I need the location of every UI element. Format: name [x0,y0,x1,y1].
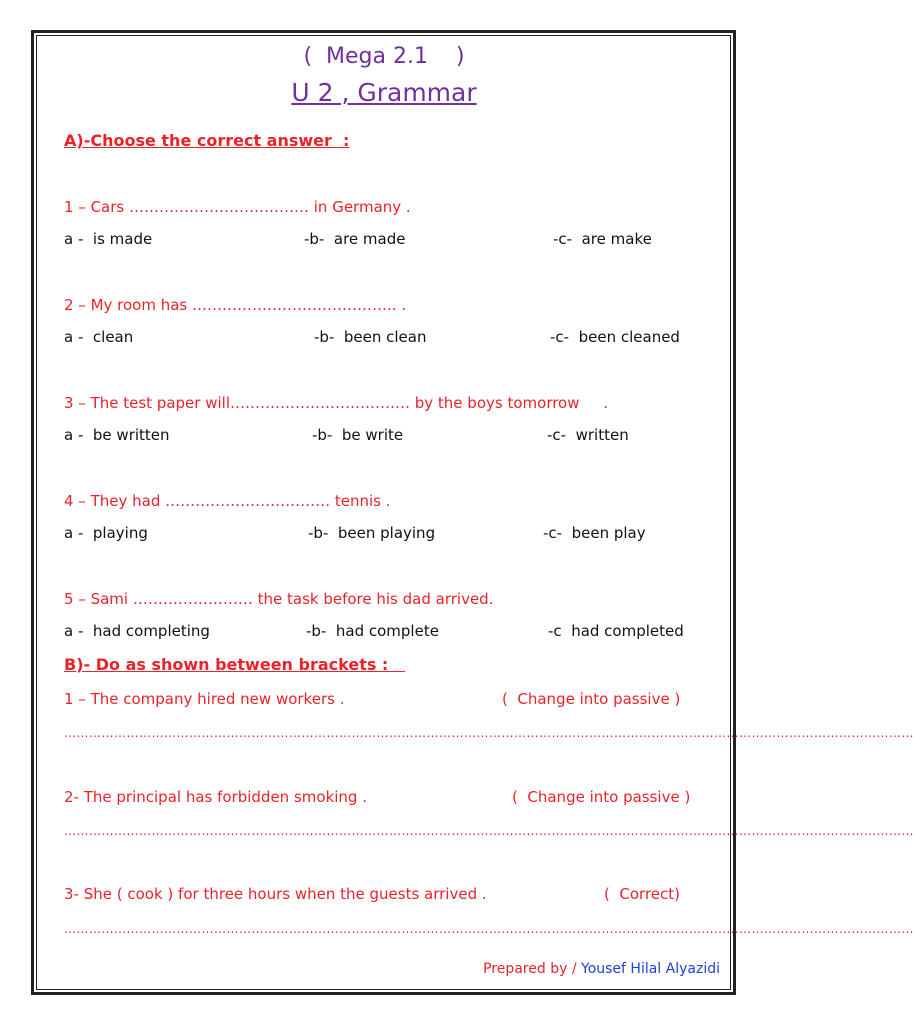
question-2-prompt: 2 – My room has ………………………………….. . [64,296,407,314]
section-b-heading: B)- Do as shown between brackets : [64,655,406,674]
item-1-answer-line[interactable]: …………………………………………………………………………………………………………………………………………………………………………………… [64,726,914,740]
question-5-option-b: -b- had complete [306,622,439,640]
question-5-option-a: a - had completing [64,622,210,640]
page-border-inner [36,35,914,990]
question-1-prompt: 1 – Cars ……………………………… in Germany . [64,198,411,216]
question-5-prompt: 5 – Sami …………………… the task before his dad arrived. [64,590,494,608]
item-1-sentence: 1 – The company hired new workers . [64,690,345,708]
item-3-instruction: ( Correct) [604,885,680,903]
question-3-option-a: a - be written [64,426,170,444]
section-a-heading: A)-Choose the correct answer : [64,131,350,150]
prepared-by-label: Prepared by / [483,961,581,977]
question-5-option-c: -c had completed [548,622,684,640]
item-3-sentence: 3- She ( cook ) for three hours when the guests arrived . [64,885,487,903]
question-4-option-c: -c- been play [543,524,646,542]
question-1-option-b: -b- are made [304,230,406,248]
question-1-option-a: a - is made [64,230,153,248]
footer-credit [483,961,720,977]
question-4-option-b: -b- been playing [308,524,436,542]
page-title: ( Mega 2.1 ) [303,44,465,69]
question-2-option-c: -c- been cleaned [550,328,680,346]
question-2-option-a: a - clean [64,328,134,346]
author-name: Yousef Hilal Alyazidi [581,961,720,977]
question-4-option-a: a - playing [64,524,148,542]
item-1-instruction: ( Change into passive ) [502,690,681,708]
page-subtitle: U 2 , Grammar [291,78,477,107]
question-3-prompt: 3 – The test paper will……………………………… by the boys tomorrow . [64,394,609,412]
question-3-option-b: -b- be write [312,426,404,444]
item-2-sentence: 2- The principal has forbidden smoking . [64,788,367,806]
question-3-option-c: -c- written [547,426,629,444]
item-2-answer-line[interactable]: …………………………………………………………………………………………………………………………………………………………………………………… [64,824,914,838]
question-4-prompt: 4 – They had …………………………… tennis . [64,492,391,510]
question-1-option-c: -c- are make [553,230,652,248]
item-3-answer-line[interactable]: …………………………………………………………………………………………………………………………………………………………………………………… [64,922,914,936]
question-2-option-b: -b- been clean [314,328,427,346]
item-2-instruction: ( Change into passive ) [512,788,691,806]
